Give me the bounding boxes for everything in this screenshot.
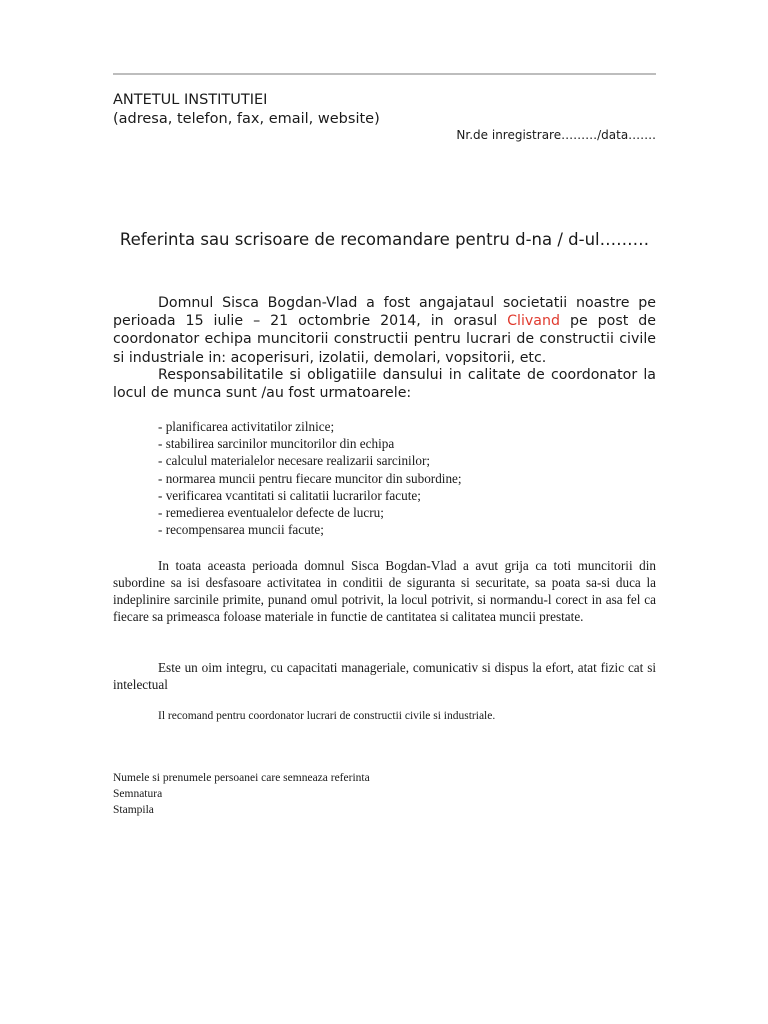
list-item: - normarea muncii pentru fiecare muncitor din subordine; bbox=[158, 470, 462, 486]
list-item: - planificarea activitatilor zilnice; bbox=[158, 419, 335, 434]
stamp-line: Stampila bbox=[113, 804, 154, 816]
list-item: - remedierea eventualelor defecte de lucru; bbox=[158, 505, 384, 521]
signature-line: Semnatura bbox=[113, 788, 163, 800]
list-item: - calculul materialelor necesare realizarii sarcinilor; bbox=[158, 453, 431, 469]
paragraph-employment bbox=[113, 294, 656, 367]
paragraph-performance bbox=[113, 557, 656, 625]
signature-block bbox=[113, 770, 370, 818]
recommendation-statement: Il recomand pentru coordonator lucrari de constructii civile si industriale. bbox=[158, 710, 496, 722]
paragraph-employment-start: Domnul Sisca Bogdan-Vlad a fost angajataul societatii noastre pe perioada 15 iulie – 21 octombrie 2014, in orasul bbox=[113, 295, 656, 330]
responsibilities-list bbox=[158, 418, 638, 538]
paragraph-employment-end: pe post de coordonator echipa muncitorii constructii pentru lucrari de constructii civile si industriale in: acoperisuri, izolatii, demolari, vopsitorii, etc. bbox=[113, 313, 656, 366]
registration-number: Nr.de inregistrare………/data……. bbox=[456, 128, 656, 142]
header-divider bbox=[113, 73, 656, 75]
responsibilities-intro-text: Responsabilitatile si obligatiile dansului in calitate de coordonator la locul de munca sunt /au fost urmatoarele: bbox=[113, 367, 656, 402]
paragraph-performance-text: In toata aceasta perioada domnul Sisca Bogdan-Vlad a avut grija ca toti muncitorii din subordine sa isi desfasoare activitatea in conditii de siguranta si securitate, sa poata sa-si duca la indeplinire sarcinile primite, punand omul potrivit, la locul potrivit, si normandu-l corect in asa fel ca fiecare sa primeasca foloase materiale in functie de cantitatea si calitatea muncii prestate. bbox=[113, 558, 656, 624]
list-item: - recompensarea muncii facute; bbox=[158, 522, 324, 538]
institution-contact: (adresa, telefon, fax, email, website) bbox=[113, 111, 380, 127]
document-title: Referinta sau scrisoare de recomandare pentru d-na / d-ul……… bbox=[119, 230, 650, 249]
list-item: - verificarea vcantitati si calitatii lucrarilor facute; bbox=[158, 487, 421, 503]
paragraph-character-text: Este un oim integru, cu capacitati manageriale, comunicativ si dispus la efort, atat fizic cat si intelectual bbox=[113, 660, 656, 692]
institution-header: ANTETUL INSTITUTIEI bbox=[113, 92, 268, 108]
signer-name-line: Numele si prenumele persoanei care semneaza referinta bbox=[113, 772, 370, 784]
paragraph-responsibilities-intro bbox=[113, 366, 656, 402]
paragraph-character bbox=[113, 659, 656, 693]
city-name: Clivand bbox=[507, 313, 560, 330]
list-item: - stabilirea sarcinilor muncitorilor din echipa bbox=[158, 436, 395, 452]
